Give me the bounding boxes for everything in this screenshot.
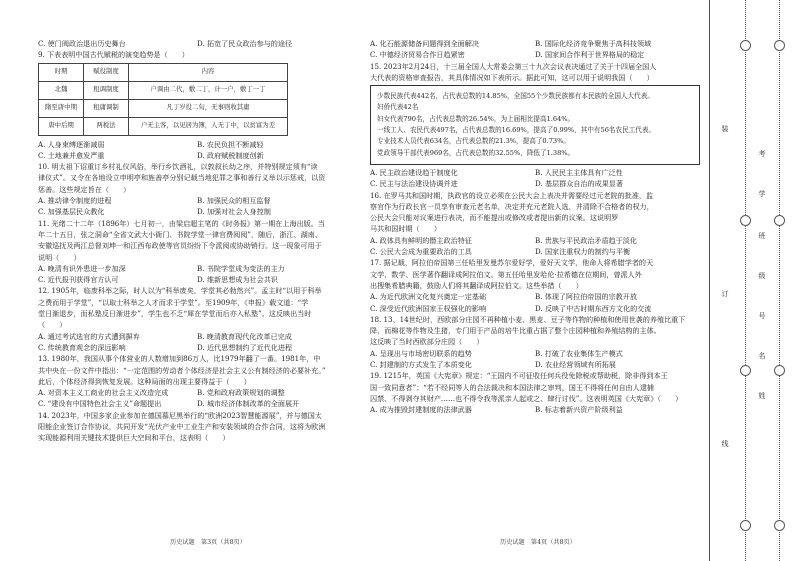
q14-stem-line: 14. 2023年，中国多家企业参加在德国慕尼黑举行的“欧洲2023智慧能源展”，并与德国太 — [38, 410, 322, 420]
q18-option-a: A. 呈现出与市场密切联系的趋势 — [370, 348, 472, 358]
q18-option-d: D. 农业经营领域有所拓展 — [535, 360, 616, 370]
q14-stem-line: 阳能企业签订合作协议，共同开发“光伏产业中工业生产和安装领域的合作合同，这将为欧洲 — [38, 422, 326, 432]
q18-stem-line: 降，而棉花等作物及生猪，专门用于产品的培牛比重占据了整个庄园种植和养殖结构的主体。 — [370, 326, 661, 336]
q13-options-row2 — [38, 398, 356, 409]
q13-stem-line: 此后，个体经济得到恢复发展。这种局面的出现主要得益于（ ） — [38, 376, 251, 386]
seal-label-ding: 订 — [721, 290, 729, 297]
q9-stem: 9. 下表表明中国古代赋税的演变趋势是（ ） — [38, 50, 189, 60]
q12-options-row1 — [38, 331, 356, 342]
q12-stem-line: 12. 1905年，临废科举之际，时人以为“科举废矣，学堂其必勃然兴”。孟主时“以用于科举 — [38, 286, 322, 296]
table-header-cell: 赋役制度 — [84, 63, 129, 81]
q12-options-row2 — [38, 342, 356, 353]
box-line: 党政领导干部代表969名，占代表总数的32.55%，降低了1.38%。 — [377, 148, 575, 157]
q10-stem-line: 10. 明太祖下诏重订乡村礼仪风俗，举行乡饮酒礼，以敦叙长幼之序，并特别规定须有“读 — [38, 162, 318, 172]
q12-option-b: B. 晚清教育现代化改革已完成 — [197, 331, 292, 341]
q15-stem-line: 15. 2023年2月24日，十三届全国人大常委会第三十九次会议表决通过了关于十四届全国人 — [370, 61, 657, 71]
box-line: 一线工人、农民代表497名，占代表总数的16.69%，提高了0.99%，其中有56名农民工代表。 — [377, 126, 656, 135]
q14-option-c: C. 中德经济贸易合作日趋紧密 — [370, 50, 465, 60]
q19-option-a: A. 成为推毁封建制度的法律武器 — [370, 405, 472, 415]
q13-option-c: C. “建设有中国特色社会主义”命题提出 — [38, 399, 162, 409]
table-cell: 北魏 — [39, 81, 84, 99]
q8-options-row2 — [38, 38, 356, 49]
q11-option-b: B. 书院学堂成为变法的主力 — [197, 263, 285, 273]
q19-stem-line: 国一致同意者”；“若不经同等人的合法裁决和本国法律之审判，国王不得将任何自由人逮捕 — [370, 382, 654, 392]
q11-stem-line: 年二十五日，张之洞命“全省文武大小衙门、书院学堂一律官费阅阅”，随后，浙江、湖南、 — [38, 229, 322, 239]
q10-option-d: D. 加强对社会人身控制 — [197, 207, 271, 217]
q16-stem-line: 公民大会只能对议案进行表决，而不能提出或修改或者提出新的议案。这说明罗 — [370, 213, 619, 223]
field-label: 号 — [758, 312, 766, 319]
q13-stem-line: 共中央在一份文件中指出：“一定范围的劳动者个体经济是社会主义公有制经济的必要补充。” — [38, 365, 326, 375]
q19-options-row1 — [370, 404, 700, 415]
q13-stem-line: 13. 1980年，我国从事个体营业的人数增加到86万人，比1979年翻了一番。1981年，中 — [38, 354, 321, 364]
table-cell: 两税法 — [84, 117, 129, 135]
page-footer-left: 历史试题 第3页（共8页） — [170, 539, 246, 546]
q9-options-row2 — [38, 150, 356, 161]
q17-options-row1 — [370, 291, 700, 302]
q15-option-d: D. 基层群众自治的成果显著 — [535, 179, 623, 189]
q11-options-row1 — [38, 263, 356, 274]
q17-stem-line: 文学、数学、医学著作翻译成阿拉伯文。第五任哈里发哈伦·拉希德在位期间，曾派人外 — [370, 269, 642, 279]
seal-line-outer — [779, 0, 780, 561]
table-cell: 租庸调制 — [84, 99, 129, 117]
table-cell: 唐中后期 — [39, 117, 84, 135]
field-label: 学 — [758, 190, 766, 197]
q18-options-row1 — [370, 348, 700, 359]
seal-label-xian: 线 — [721, 440, 729, 447]
q9-option-a: A. 人身束缚逐渐减弱 — [38, 139, 105, 149]
q16-option-c: C. 公民大会成为重要政治的工具 — [370, 247, 472, 257]
q11-stem-line: 安徽巡抚及两江总督刘坤一和江西布政使等官员纷纷下令派阅或协助销行。这一现象可用于 — [38, 241, 322, 251]
table-cell: 隋至唐中期 — [39, 99, 84, 117]
table-row — [39, 81, 288, 99]
field-label: 考 — [758, 150, 766, 157]
table-cell: 户调由二代，敷二丁，计一户，敷丁一丁 — [129, 81, 288, 99]
table-cell: 凡丁岁役二旬，无事则收其庸 — [129, 99, 288, 117]
q14-stem-line: 实现能源利用关键技术提供巨大空间和平台，这表明（ ） — [38, 433, 230, 443]
q16-stem-line: 马共和国时期（ ） — [370, 224, 441, 234]
table-header-cell: 时期 — [39, 63, 84, 81]
q16-option-a: A. 政体具有鲜明的僭主政治特征 — [370, 235, 472, 245]
binding-hole — [774, 520, 785, 531]
table-row — [39, 63, 288, 81]
q14-options-row1 — [370, 38, 700, 49]
box-line: 妇侨代表42名 — [377, 103, 419, 112]
q9-options-row1 — [38, 139, 356, 150]
binding-hole — [740, 215, 751, 226]
q17-stem-line: 17. 据记载，阿拉伯帝国第三任哈里发曼苏尔爱好学，爱好天文学，他命人将希腊学者的天 — [370, 258, 654, 268]
q18-option-b: B. 打破了农业集体生产模式 — [535, 348, 623, 358]
q15-material-box — [370, 85, 700, 165]
seal-line-inner — [745, 0, 746, 561]
binding-margin — [705, 0, 794, 561]
q14-option-d: D. 国家间合作利于世界格局的稳定 — [535, 50, 645, 60]
binding-hole — [774, 365, 785, 376]
q8-option-c: C. 使门阀政治退出历史舞台 — [38, 39, 126, 48]
q12-stem-line: 之费而用于学堂”，“以取士科举之人才而求于学堂”。至1909年，《申报》载文道：“学 — [38, 297, 309, 307]
q10-option-b: B. 加强民众的相互监督 — [197, 196, 271, 206]
q13-option-b: B. 党和政府政策规划的调整 — [197, 388, 285, 398]
margin-border-line — [709, 0, 710, 561]
left-column — [38, 38, 356, 444]
q12-option-d: D. 近代思想制约了近代化进程 — [197, 342, 293, 352]
q19-stem-line: 囚禁、不得剥夺其财产……也不得令我等派亲人起或之、肆行讨伐”。这表明英国《大宪章》（ ） — [370, 393, 683, 403]
table-header-cell: 内容 — [129, 63, 288, 81]
q10-option-c: C. 加强基层民众教化 — [38, 207, 105, 217]
q12-option-a: A. 通过考试选官的方式遭到摒弃 — [38, 331, 140, 341]
q14-option-b: B. 国际化经济竞争聚焦于高科技领域 — [535, 39, 652, 48]
q10-option-a: A. 推动律令制度的进程 — [38, 196, 112, 206]
field-label: 姓 — [758, 392, 766, 399]
q12-stem-line: （ ） — [38, 320, 67, 330]
q14-options-row2 — [370, 49, 700, 60]
q16-stem-line: 16. 在罗马共和国时期，执政官的设立必须在公民大会上表决并需要经过元老院的批准，监 — [370, 190, 654, 200]
q17-option-c: C. 深受近代欧洲国家王权强化的影响 — [370, 303, 487, 313]
field-label: 名 — [758, 352, 766, 359]
right-column — [370, 38, 700, 416]
q11-option-d: D. 维新思想成为社会共识 — [197, 275, 278, 285]
box-line: 少数民族代表442名，占代表总数的14.85%，全国55个少数民族都有本民族的全国人大代表。 — [377, 92, 654, 101]
q15-options-row2 — [370, 178, 700, 189]
q11-stem-line: 11. 光绪二十二年（1896年）七月初一，由梁启超主笔的《时务报》第一期在上海出版。当 — [38, 218, 325, 228]
q9-option-c: C. 土地兼并愈发严重 — [38, 150, 105, 160]
box-line: 专业技术人员代表634名，占代表总数的21.3%，提高了0.73%。 — [377, 137, 570, 146]
q11-options-row2 — [38, 274, 356, 285]
q12-option-c: C. 传统教育观念的深远影响 — [38, 342, 126, 352]
q17-stem-line: 出搜集希腊典籍，鼓励人们将其翻译成阿拉伯文。这些举措（ ） — [370, 280, 583, 290]
q17-option-d: D. 反映了中古时期东西方文化的交流 — [535, 303, 652, 313]
q9-option-b: B. 农民负担不断减轻 — [197, 139, 264, 149]
q12-stem-line: 堂日渐退步，而私塾反日渐进步”，学生也不乏“犀在学堂而后亦入私塾”。这反映出当时 — [38, 309, 312, 319]
q19-stem-line: 19. 1215年，英国《大宪章》规定：“王国内不可征收任何兵役免除税或帮助税，除非得到本王 — [370, 371, 668, 381]
table-cell: 户无主客，以见居为簿，人无丁中，以贫富为差 — [129, 117, 288, 135]
binding-hole — [774, 215, 785, 226]
binding-hole — [740, 520, 751, 531]
q16-option-d: D. 国家注重权力的制约与平衡 — [535, 247, 631, 257]
binding-hole — [774, 40, 785, 51]
q16-stem-line: 察官作为行政长官一员享有审查元老名单，决定并充元老院人选，并清除不合格者的权力， — [370, 201, 654, 211]
q11-option-c: C. 近代报刊获得官方认可 — [38, 275, 119, 285]
q17-options-row2 — [370, 303, 700, 314]
q14-option-a: A. 化石能源储备问题得到全面解决 — [370, 39, 479, 48]
field-label: 班 — [758, 232, 766, 239]
q9-table — [38, 63, 288, 136]
q10-stem-line: 惩善。这些规定旨在（ ） — [38, 184, 131, 194]
q11-option-a: A. 晚清有识外患进一步加深 — [38, 263, 126, 273]
seal-label-zhuang: 装 — [721, 125, 729, 132]
q17-option-a: A. 为近代欧洲文化复兴奠定一定基础 — [370, 292, 487, 302]
q18-stem-line: 18. 13、14世纪时，西欧部分庄园不再种植小麦、黑麦、豆子等作物的种植和使用世袭的养殖比重下 — [370, 314, 686, 324]
q16-options-row2 — [370, 246, 700, 257]
q8-option-d: D. 拓宽了民众政治参与的途径 — [197, 39, 293, 48]
q18-stem-line: 这反映了当时西欧部分庄园（ ） — [370, 337, 484, 347]
table-row — [39, 99, 288, 117]
q15-option-b: B. 人民民主主体具有广泛性 — [535, 167, 623, 177]
q19-option-b: B. 标志着新兴资产阶级利益 — [535, 405, 623, 415]
q10-options-row1 — [38, 195, 356, 206]
q16-option-b: B. 贵族与平民政治矛盾趋于淡化 — [535, 235, 637, 245]
table-row — [39, 117, 288, 135]
q18-option-c: C. 封建制的方式发生了本质变化 — [370, 360, 472, 370]
q13-option-d: D. 城市经济体制改革的全面展开 — [197, 399, 300, 409]
q15-option-a: A. 民主政治建设趋于制度化 — [370, 167, 458, 177]
q15-stem-line: 大代表的资格审查报告，其具体情况如下表所示。据此可知，这可以用于说明我国（ ） — [370, 72, 654, 82]
page-footer-right: 历史试题 第4页（共8页） — [500, 539, 576, 546]
q13-options-row1 — [38, 387, 356, 398]
q16-options-row1 — [370, 235, 700, 246]
binding-hole — [740, 40, 751, 51]
q10-stem-line: 律仪式”。又令在各地设立申明亭和旌善亭分别记载当地犯罪之事和善行义举以示惩戒，以资 — [38, 173, 326, 183]
q15-option-c: C. 民主与法治建设协调并进 — [370, 179, 458, 189]
field-label: 级 — [758, 272, 766, 279]
box-line: 妇女代表790名，占代表总数的26.54%，为上届相比提高1.64%。 — [377, 114, 575, 123]
q13-option-a: A. 对资本主义工商业的社会主义改造完成 — [38, 388, 169, 398]
table-cell: 租调制度 — [84, 81, 129, 99]
q9-option-d: D. 政府赋税制度创新 — [197, 150, 264, 160]
q17-option-b: B. 体现了阿拉伯帝国的宗教开放 — [535, 292, 637, 302]
q10-options-row2 — [38, 206, 356, 217]
binding-hole — [740, 365, 751, 376]
q11-stem-line: 说明（ ） — [38, 252, 81, 262]
q18-options-row2 — [370, 359, 700, 370]
q15-options-row1 — [370, 167, 700, 178]
